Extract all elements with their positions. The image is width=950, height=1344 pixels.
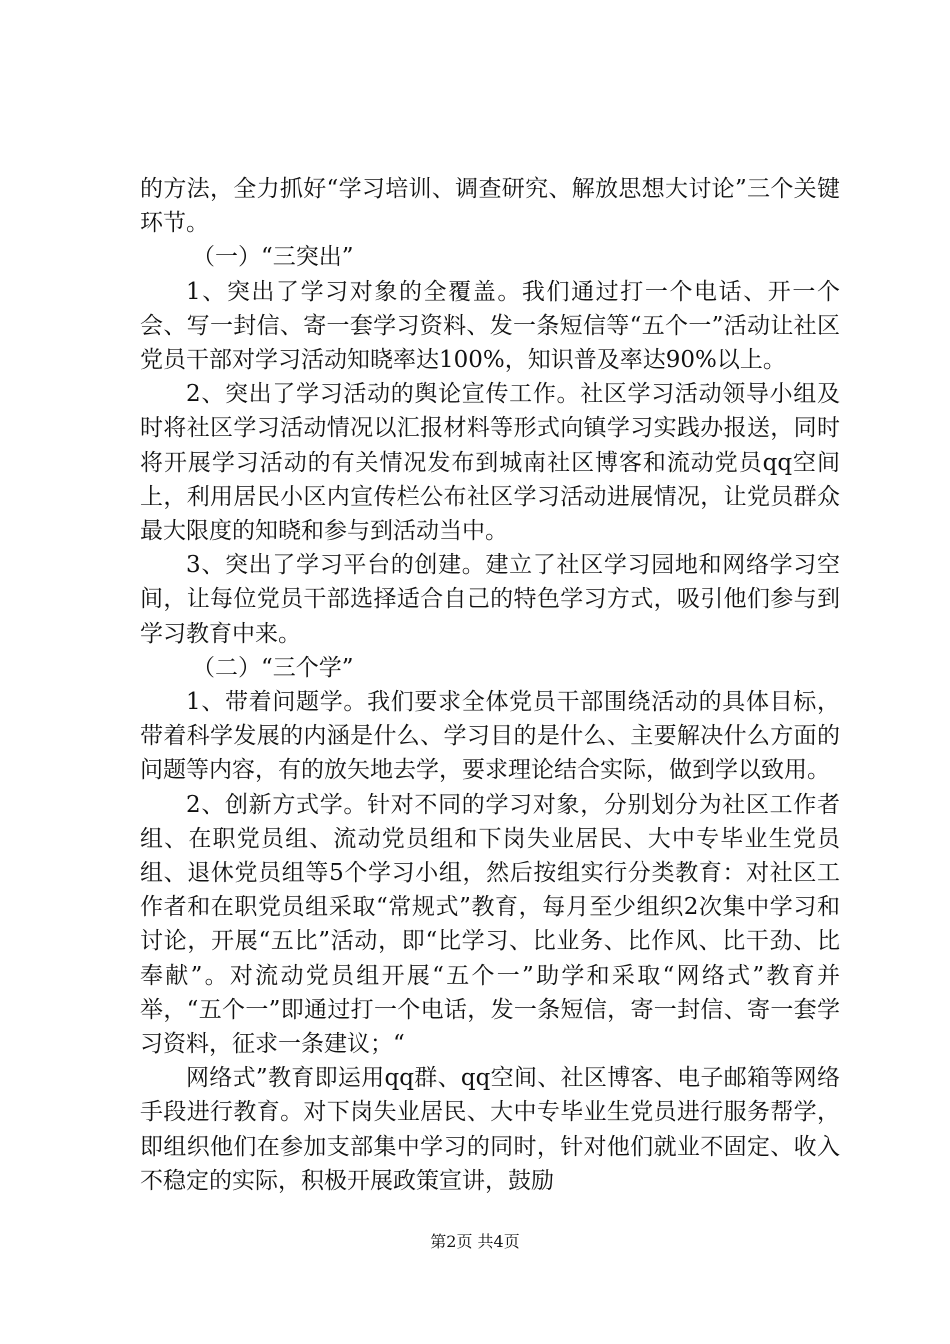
section-heading-sange-xue: （二）“三个学”	[192, 654, 354, 681]
paragraph-point-3: 3、突出了学习平台的创建。建立了社区学习园地和网络学习空间，让每位党员干部选择适合自己的特色学习方式，吸引他们参与到学习教育中来。	[140, 552, 840, 647]
section-heading-san-tuchu: （一）“三突出”	[192, 244, 354, 271]
paragraph-study-2: 2、创新方式学。针对不同的学习对象，分别划分为社区工作者组、在职党员组、流动党员组和下岗失业居民、大中专毕业生党员组、退休党员组等5个学习小组，然后按组实行分类教育：对社区工作者和在职党员组采取“常规式”教育，每月至少组织2次集中学习和讨论，开展“五比”活动，即“比学习、比业务、比作风、比干劲、比奉献”。对流动党员组开展“五个一”助学和采取“网络式”教育并举，“五个一”即通过打一个电话，发一条短信，寄一封信、寄一套学习资料，征求一条建议；“	[140, 791, 840, 1058]
page-number: 第2页 共4页	[430, 1232, 520, 1251]
paragraph-point-1: 1、突出了学习对象的全覆盖。我们通过打一个电话、开一个会、写一封信、寄一套学习资料、发一条短信等“五个一”活动让社区党员干部对学习活动知晓率达100%，知识普及率达90%以上。	[140, 278, 840, 374]
paragraph-intro-continued: 的方法，全力抓好“学习培训、调查研究、解放思想大讨论”三个关键环节。	[140, 176, 840, 237]
document-body	[140, 172, 840, 1198]
page-footer	[0, 1232, 950, 1252]
paragraph-point-2: 2、突出了学习活动的舆论宣传工作。社区学习活动领导小组及时将社区学习活动情况以汇报材料等形式向镇学习实践办报送，同时将开展学习活动的有关情况发布到城南社区博客和流动党员qq空间上，利用居民小区内宣传栏公布社区学习活动进展情况，让党员群众最大限度的知晓和参与到活动当中。	[140, 381, 840, 545]
paragraph-study-2-continued: 网络式”教育即运用qq群、qq空间、社区博客、电子邮箱等网络手段进行教育。对下岗失业居民、大中专毕业生党员进行服务帮学，即组织他们在参加支部集中学习的同时，针对他们就业不固定、收入不稳定的实际，积极开展政策宣讲，鼓励	[140, 1065, 840, 1194]
paragraph-study-1: 1、带着问题学。我们要求全体党员干部围绕活动的具体目标，带着科学发展的内涵是什么、学习目的是什么、主要解决什么方面的问题等内容，有的放矢地去学，要求理论结合实际，做到学以致用。	[140, 689, 840, 784]
